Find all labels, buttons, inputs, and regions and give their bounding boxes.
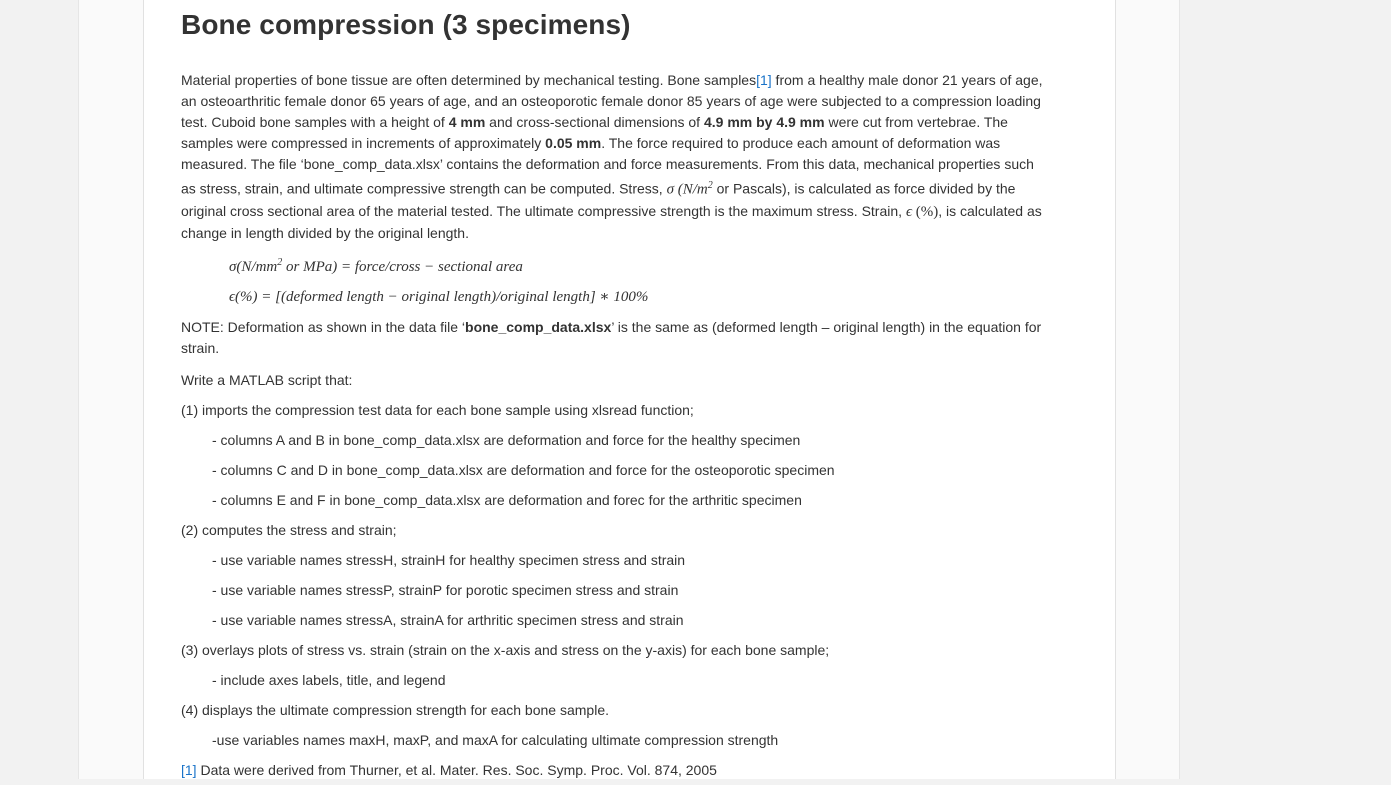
note-filename: bone_comp_data.xlsx (465, 318, 612, 335)
step-3: (3) overlays plots of stress vs. strain (strain on the x-axis and stress on the y-axis) for each bone sample; (181, 641, 830, 658)
step-1-detail-c: - columns E and F in bone_comp_data.xlsx are deformation and forec for the arthritic specimen (212, 491, 802, 508)
footnote (181, 755, 1051, 785)
step-1-detail-b: - columns C and D in bone_comp_data.xlsx are deformation and force for the osteoporotic specimen (212, 461, 835, 478)
increment-value: 0.05 mm (545, 135, 602, 151)
stress-units-exponent: 2 (707, 180, 713, 191)
stress-equation-rhs: or MPa) = force/cross − sectional area (282, 258, 523, 275)
instruction-intro: Write a MATLAB script that: (181, 371, 353, 388)
step-2-detail-c: - use variable names stressA, strainA for arthritic specimen stress and strain (212, 611, 684, 628)
dimensions-value: 4.9 mm by 4.9 mm (703, 114, 825, 130)
step-4-detail-a: -use variables names maxH, maxP, and maxA for calculating ultimate compression strength (212, 731, 779, 748)
stress-units: (N/m (673, 181, 708, 198)
note-text-1: NOTE: Deformation as shown in the data file ‘ (181, 318, 466, 335)
strain-units: (%) (911, 203, 939, 220)
step-2-detail-b: - use variable names stressP, strainP for porotic specimen stress and strain (212, 581, 679, 598)
strain-equation: ϵ(%) = [(deformed length − original length)/original length] ∗ 100% (229, 288, 649, 305)
step-2-detail-a: - use variable names stressH, strainH for healthy specimen stress and strain (212, 551, 686, 568)
reference-link-1[interactable]: [1] (756, 72, 772, 88)
intro-text-3: and cross-sectional dimensions of (485, 114, 704, 130)
step-2: (2) computes the stress and strain; (181, 521, 397, 538)
intro-text-1: Material properties of bone tissue are often determined by mechanical testing. Bone samples (181, 72, 757, 88)
stress-equation-exponent: 2 (277, 256, 283, 268)
step-4: (4) displays the ultimate compression strength for each bone sample. (181, 701, 609, 718)
intro-text-5: . The force required to produce each amount of deformation was measured. The file ‘bone_comp_data.xlsx’ contains the deformation and force measurements. From this data, mechanical properties such as stress, strain, and ultimate compressive strength can be computed. Stress, (181, 135, 1034, 197)
note-paragraph (181, 317, 1051, 359)
epsilon-symbol: ϵ (905, 203, 912, 220)
sigma-symbol: σ (666, 181, 674, 198)
intro-text-2: from a healthy male donor 21 years of age, an osteoarthritic female donor 65 years of age, and an osteoporotic female donor 85 years of age were subjected to a compression loading test. Cuboid bone samples with a height of (181, 72, 1043, 130)
intro-text-6: or Pascals), is calculated as force divided by the original cross sectional area of the material tested. The ultimate compressive strength is the maximum stress. Strain, (181, 180, 1016, 219)
step-1: (1) imports the compression test data for each bone sample using xlsread function; (181, 401, 694, 418)
stress-equation (229, 248, 1051, 282)
intro-text-7: , is calculated as change in length divided by the original length. (181, 202, 1042, 241)
note-text-2: ’ is the same as (deformed length – original length) in the equation for strain. (181, 318, 1042, 356)
footnote-reference-link[interactable]: [1] (181, 761, 197, 778)
step-3-detail-a: - include axes labels, title, and legend (212, 671, 446, 688)
intro-paragraph (181, 70, 1051, 244)
height-value: 4 mm (448, 114, 486, 130)
intro-text-4: were cut from vertebrae. The samples were compressed in increments of approximately (181, 114, 1008, 151)
step-1-detail-a: - columns A and B in bone_comp_data.xlsx are deformation and force for the healthy specimen (212, 431, 801, 448)
footnote-text: Data were derived from Thurner, et al. Mater. Res. Soc. Symp. Proc. Vol. 874, 2005 (196, 761, 717, 778)
page-title: Bone compression (3 specimens) (181, 9, 631, 40)
instructions (181, 365, 1051, 785)
stress-equation-lhs: σ(N/mm (229, 258, 278, 275)
problem-content (181, 0, 1051, 785)
